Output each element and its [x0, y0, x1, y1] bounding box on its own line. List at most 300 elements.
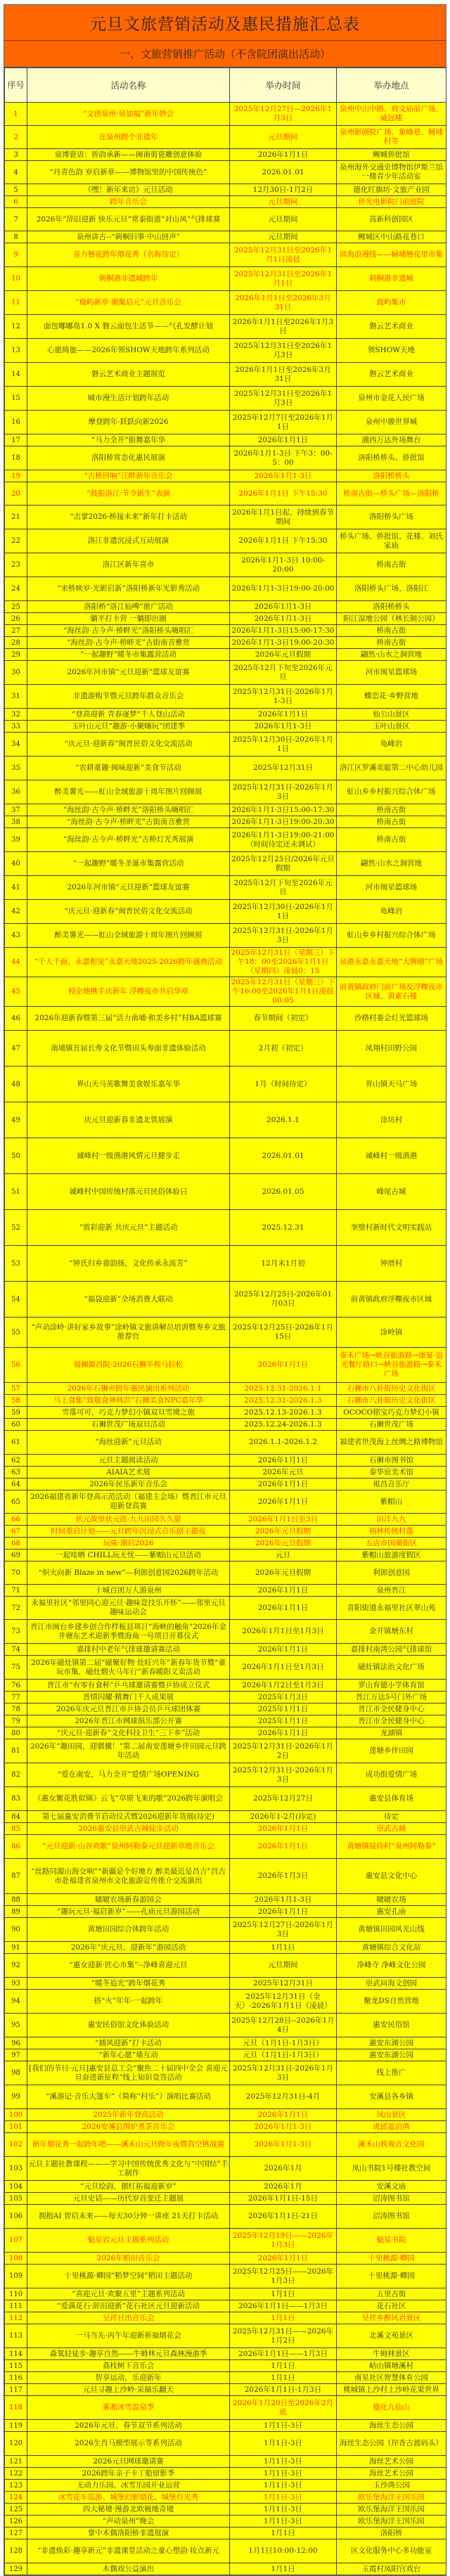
cell-seq[interactable]: 101: [5, 2121, 27, 2133]
cell-activity-name[interactable]: 诚峰村一级渔港风情元旦健步走: [27, 1138, 230, 1174]
cell-seq[interactable]: 75: [5, 1656, 27, 1680]
cell-activity-name[interactable]: 无动力乐园、冰雪乐园开业运营: [27, 2480, 230, 2492]
cell-time[interactable]: 2026年1月1日至2026年3月31日: [230, 363, 337, 387]
cell-time[interactable]: 2026.1.1: [230, 1102, 337, 1138]
cell-place[interactable]: 侨光电影院门前庭院: [337, 196, 446, 208]
cell-time[interactable]: 2026年1月1日-21日: [230, 2205, 337, 2229]
cell-activity-name[interactable]: 拥抱AI 智启未来——每天30分钟一讲座 21天打卡活动: [27, 2205, 230, 2229]
cell-place[interactable]: 前黄镇政府浮粿夜市区域: [337, 1282, 446, 1318]
cell-activity-name[interactable]: 黄塘田园综合体跨年活动: [27, 1918, 230, 1942]
cell-time[interactable]: 2026年1月1-3日: [230, 2121, 337, 2133]
cell-seq[interactable]: 5: [5, 184, 27, 196]
cell-place[interactable]: 泉州中山中路、府文庙前广场、威远楼: [337, 103, 446, 126]
cell-place[interactable]: 罗山育德小学体育馆: [337, 1680, 446, 1692]
cell-activity-name[interactable]: 在泉州跨个非遗年: [27, 126, 230, 149]
cell-place[interactable]: 成功街爱情广场: [337, 1763, 446, 1787]
cell-place[interactable]: 沼涛图书馆: [337, 2205, 446, 2229]
cell-seq[interactable]: 38: [5, 816, 27, 828]
cell-place[interactable]: 桥南古街: [337, 828, 446, 852]
cell-seq[interactable]: 117: [5, 2384, 27, 2396]
cell-activity-name[interactable]: “元旦绘韵，描红拓福迎新岁”: [27, 2181, 230, 2193]
cell-seq[interactable]: 99: [5, 2085, 27, 2109]
cell-activity-name[interactable]: “溪游记·音乐大篷车”（简称“村乐”）演唱比赛活动: [27, 2085, 230, 2109]
cell-activity-name[interactable]: “海丝韵·古今声·桥畔光”洛阳桥头嗨唱汇: [27, 625, 230, 637]
cell-activity-name[interactable]: 洛阳桥常态化惠民展演: [27, 446, 230, 470]
cell-activity-name[interactable]: “爱在南安，马力全开”爱情广场OPENING: [27, 1763, 230, 1787]
cell-time[interactable]: 2026年1月1-3日: [230, 2133, 337, 2157]
cell-time[interactable]: 1月1日-3日: [230, 2456, 337, 2468]
cell-time[interactable]: 2026年1月1日 下午15:30: [230, 529, 337, 553]
cell-seq[interactable]: 116: [5, 2372, 27, 2384]
cell-place[interactable]: 桥南古街: [337, 804, 446, 816]
cell-seq[interactable]: 23: [5, 553, 27, 577]
cell-activity-name[interactable]: 洛阳桥“洛江仙啤”推广活动: [27, 601, 230, 613]
cell-activity-name[interactable]: “海丝韵·古今声·桥畔光”古桥灯光秀展演: [27, 828, 230, 852]
cell-activity-name[interactable]: “丹青色韵 岁启新章——博物馆里的中国传统色”: [27, 161, 230, 184]
cell-activity-name[interactable]: 诚峰村中国传统村落元旦民俗体验日: [27, 1174, 230, 1210]
cell-place[interactable]: 鹿屿集市: [337, 291, 446, 315]
cell-activity-name[interactable]: 泉州讲古--“刺桐旧事·中山回声”: [27, 231, 230, 243]
cell-activity-name[interactable]: 状元故里状元郎·九九田园久久甜: [27, 1514, 230, 1526]
cell-seq[interactable]: 3: [5, 149, 27, 161]
cell-activity-name[interactable]: 魁星岩元旦主题系列活动: [27, 2229, 230, 2253]
cell-activity-name[interactable]: 2025年新年登高活动: [27, 2109, 230, 2121]
cell-time[interactable]: 2026年1月1-3日 下午3：00-5：00: [230, 446, 337, 470]
cell-seq[interactable]: 109: [5, 2265, 27, 2288]
cell-place[interactable]: 五店市国潮街区: [337, 1538, 446, 1550]
cell-place[interactable]: 十里桃源·卿园: [337, 2253, 446, 2265]
cell-activity-name[interactable]: 荔枝树下音乐会: [27, 2360, 230, 2372]
cell-activity-name[interactable]: 第七届惠安消费节启动仪式暨2026迎新年货展(待定): [27, 1811, 230, 1823]
cell-seq[interactable]: 35: [5, 756, 27, 780]
cell-activity-name[interactable]: “庆元旦·迎新春”闽晋民俗文化交流活动: [27, 733, 230, 756]
cell-activity-name[interactable]: “庆元旦·迎新春”闽晋民俗文化交流活动: [27, 900, 230, 924]
cell-activity-name[interactable]: 玉叶山元旦“趣游·小聚嗨玩”团建季: [27, 721, 230, 733]
cell-place[interactable]: 桥头广场、侨批馆、花楼、刘氏家庙: [337, 529, 446, 553]
cell-time[interactable]: 2025年1月1日: [230, 1715, 337, 1727]
cell-place[interactable]: 桥南古街: [337, 625, 446, 637]
cell-place[interactable]: 北溪文苑景区: [337, 2324, 446, 2348]
cell-seq[interactable]: 28: [5, 637, 27, 649]
cell-activity-name[interactable]: “声动泉州”晚会: [27, 2516, 230, 2527]
cell-activity-name[interactable]: 校企地携手庆新年 浮粿夜市共启华章: [27, 977, 230, 1007]
cell-time[interactable]: 2026年1月1-3日: [230, 613, 337, 625]
cell-activity-name[interactable]: “海丝韵·古今声·桥畔光”古街南音雅赏: [27, 816, 230, 828]
cell-time[interactable]: 2025年12月31日（星期三）下午18：00至2026年1月1日（星期四）凌晨0：15: [230, 948, 337, 977]
cell-place[interactable]: 鲤城侨批馆: [337, 149, 446, 161]
cell-time[interactable]: 2025.12.13-2026.1.3: [230, 1407, 337, 1419]
cell-seq[interactable]: 15: [5, 387, 27, 411]
cell-activity-name[interactable]: “登高迎新 青春逐梦”千人登山活动: [27, 709, 230, 721]
cell-activity-name[interactable]: 雪落可可，巧克力梦幻小镇双旦雪境之旅: [27, 1407, 230, 1419]
cell-activity-name[interactable]: 呈祥日出音乐会: [27, 2312, 230, 2324]
cell-place[interactable]: 晋江市全民健身中心: [337, 1715, 446, 1727]
cell-place[interactable]: 黄塘镇田园风光山线: [337, 1918, 446, 1942]
cell-seq[interactable]: 32: [5, 709, 27, 721]
cell-time[interactable]: 2026年1月1日至3日: [230, 1514, 337, 1526]
cell-time[interactable]: 2026年1月1日: [230, 2109, 337, 2121]
cell-seq[interactable]: 47: [5, 1031, 27, 1067]
cell-seq[interactable]: 2: [5, 126, 27, 149]
cell-time[interactable]: 1月1日: [230, 2312, 337, 2324]
cell-place[interactable]: 惠安东湖公园: [337, 2049, 446, 2061]
cell-seq[interactable]: 128: [5, 2539, 27, 2563]
cell-activity-name[interactable]: 洛江非遗沉浸式互动展演: [27, 529, 230, 553]
cell-seq[interactable]: 93: [5, 1978, 27, 1990]
cell-time[interactable]: 1月1日-3日: [230, 2468, 337, 2480]
cell-time[interactable]: 1月1日: [230, 2563, 337, 2575]
cell-time[interactable]: 12月末1月初: [230, 1246, 337, 1282]
cell-activity-name[interactable]: “丝路同源山海交响”“新疆是个好地方 醉美最近是昌吉”昌吉市赴福建省泉州市文化旅游宣传推介交流演出: [27, 1859, 230, 1894]
cell-activity-name[interactable]: 一起哇晒 CHILL玩无忧——紫帽山元旦活动: [27, 1550, 230, 1561]
cell-time[interactable]: 2025年1月3日: [230, 1692, 337, 1704]
cell-activity-name[interactable]: 时间重启计划——元旦跨年沉浸式音乐剧主题夜: [27, 1526, 230, 1538]
cell-time[interactable]: 2026年1月1日: [230, 1823, 337, 1835]
cell-seq[interactable]: 80: [5, 1727, 27, 1739]
cell-time[interactable]: 2026年1月1日: [230, 1644, 337, 1656]
cell-seq[interactable]: 121: [5, 2456, 27, 2468]
cell-seq[interactable]: 40: [5, 852, 27, 876]
cell-seq[interactable]: 10: [5, 267, 27, 291]
cell-seq[interactable]: 17: [5, 434, 27, 446]
cell-activity-name[interactable]: “非遗焕彩·趣享新元”非遗课堂活动之童心塑韵·妆点新元: [27, 2539, 230, 2563]
cell-place[interactable]: 凤山书院1号楼社教空间: [337, 2157, 446, 2181]
cell-place[interactable]: 牛姆林景区: [337, 2348, 446, 2360]
cell-seq[interactable]: 79: [5, 1715, 27, 1727]
cell-activity-name[interactable]: “海丝韵·古今声·桥畔光”古街南音雅赏: [27, 637, 230, 649]
cell-time[interactable]: 2026.1.1-2026.1.2: [230, 1431, 337, 1455]
cell-seq[interactable]: 124: [5, 2492, 27, 2504]
cell-time[interactable]: 1月1日-3日: [230, 2480, 337, 2492]
cell-time[interactable]: 元旦期间: [230, 126, 337, 149]
cell-place[interactable]: 桥南古街: [337, 637, 446, 649]
cell-place[interactable]: 泉州晋江: [337, 1585, 446, 1597]
cell-place[interactable]: 岵山镇塘溪村: [337, 2360, 446, 2372]
cell-activity-name[interactable]: 晋情闪耀·精舞门千人成果展: [27, 1692, 230, 1704]
cell-seq[interactable]: 24: [5, 577, 27, 601]
cell-place[interactable]: 金井镇塘东村: [337, 1620, 446, 1644]
cell-seq[interactable]: 108: [5, 2253, 27, 2265]
cell-place[interactable]: 玉沙湾公园: [337, 2480, 446, 2492]
cell-place[interactable]: 泰禾广场→峡谷旅游路→康宴·追光餐厅路口→峡谷旅游路→泰禾广场: [337, 1348, 446, 1383]
cell-place[interactable]: 桥南古街: [337, 816, 446, 828]
cell-seq[interactable]: 34: [5, 733, 27, 756]
cell-place[interactable]: 洛阳桥桥头: [337, 601, 446, 613]
cell-time[interactable]: 2026年1月1-3日: [230, 470, 337, 482]
cell-seq[interactable]: 39: [5, 828, 27, 852]
cell-seq[interactable]: 62: [5, 1455, 27, 1467]
cell-seq[interactable]: 127: [5, 2527, 27, 2539]
cell-place[interactable]: 洛江区罗溪奕聪第二中心幼儿园: [337, 756, 446, 780]
cell-place[interactable]: 海丝艺术公园: [337, 2468, 446, 2480]
cell-place[interactable]: OCOCO铭宝巧克力梦幻小镇: [337, 1407, 446, 1419]
cell-time[interactable]: 2026年1月1日: [230, 149, 337, 161]
cell-seq[interactable]: 6: [5, 196, 27, 208]
cell-activity-name[interactable]: 2026年石狮市跨年惠民演出系列活动: [27, 1383, 230, 1395]
cell-time[interactable]: 2026年1月1-3日19:00-20:00: [230, 577, 337, 601]
cell-place[interactable]: 洛阳桥头广场、洛阳江: [337, 577, 446, 601]
cell-activity-name[interactable]: 2026年稻田音乐会: [27, 2253, 230, 2265]
cell-place[interactable]: 利郎创意园: [337, 1561, 446, 1585]
cell-time[interactable]: 2026年1月1-3日15:00-17:30: [230, 804, 337, 816]
cell-place[interactable]: 前黄镇政府门前广场及浮粿夜市区域、黄素石楼: [337, 977, 446, 1007]
cell-seq[interactable]: 26: [5, 613, 27, 625]
cell-seq[interactable]: 13: [5, 339, 27, 363]
cell-seq[interactable]: 92: [5, 1954, 27, 1978]
cell-place[interactable]: 河市闽星篮球场: [337, 876, 446, 900]
cell-activity-name[interactable]: “惠女迎新·匠心市集”--净峰喜迎元旦: [27, 1954, 230, 1978]
cell-activity-name[interactable]: 非遗游购节暨元旦跨年群众音乐会: [27, 685, 230, 709]
cell-place[interactable]: 梧林传统村落: [337, 1526, 446, 1538]
cell-time[interactable]: 2026年1月1日: [230, 1835, 337, 1859]
cell-seq[interactable]: 78: [5, 1704, 27, 1715]
cell-seq[interactable]: 8: [5, 231, 27, 243]
cell-place[interactable]: 聚龙DS自然营地: [337, 1990, 446, 2014]
cell-activity-name[interactable]: 2026年磁灶镇第二届“磁聚好物 灶旺兴年”新春年货节暨“童玩市集，磁灶烟火马年行”新春暖阳义卖活动: [27, 1656, 230, 1680]
cell-place[interactable]: 崇武问海文创园: [337, 1978, 446, 1990]
cell-activity-name[interactable]: 2026年“辞旧迎新 快乐元旦”常泰街道“对山风”气排球赛: [27, 208, 230, 231]
cell-activity-name[interactable]: “剪彩迎新 共庆元旦”主题活动: [27, 1210, 230, 1246]
cell-seq[interactable]: 56: [5, 1348, 27, 1383]
cell-seq[interactable]: 89: [5, 1906, 27, 1918]
cell-seq[interactable]: 74: [5, 1644, 27, 1656]
cell-place[interactable]: 玉霞村凤阳宫戏台: [337, 2563, 446, 2575]
cell-activity-name[interactable]: “鼓振洛江·节令新生”表演: [27, 482, 230, 505]
cell-activity-name[interactable]: 石狮世茂广场双旦活动: [27, 1419, 230, 1431]
cell-time[interactable]: 2025.12.31-2026.1.3: [230, 1395, 337, 1407]
cell-time[interactable]: 2025年12月7日至2026年1月1日: [230, 411, 337, 434]
cell-seq[interactable]: 107: [5, 2229, 27, 2253]
cell-time[interactable]: 2025年12月25日——2026年1月3日: [230, 2265, 337, 2288]
cell-seq[interactable]: 86: [5, 1835, 27, 1859]
cell-activity-name[interactable]: “鹿屿新岁·潮集启元”元旦音乐会: [27, 291, 230, 315]
cell-seq[interactable]: 50: [5, 1138, 27, 1174]
cell-activity-name[interactable]: “捕风迎新”打卡活动: [27, 2037, 230, 2049]
cell-time[interactable]: 1月1日10:00-12:00: [230, 2539, 337, 2563]
cell-place[interactable]: 黄塘镇接待村“泉州阿勒泰”: [337, 1835, 446, 1859]
cell-place[interactable]: 黄塘镇综合文化站: [337, 1942, 446, 1954]
cell-place[interactable]: 蝶恋花·乡野营地: [337, 685, 446, 709]
cell-activity-name[interactable]: “趣玩元旦·福启新岁”——孔庙元旦游园活动: [27, 1906, 230, 1918]
cell-activity-name[interactable]: “击掌2026·桥接未来”新年打卡活动: [27, 505, 230, 529]
cell-activity-name[interactable]: 一马当先-丙午年迎新祈福烟花会: [27, 2324, 230, 2348]
cell-seq[interactable]: 42: [5, 900, 27, 924]
cell-seq[interactable]: 46: [5, 1007, 27, 1031]
cell-activity-name[interactable]: 2026年“趣田园，迎骐骥！”第二届南安莲塘乡伴田园元旦跨年活动: [27, 1739, 230, 1763]
cell-activity-name[interactable]: 2026年迎新春暨第三届“活力南埔·和美乡村”村BA篮球赛: [27, 1007, 230, 1031]
cell-activity-name[interactable]: “庆元旦·迎新春”文化科技卫生“三下乡”活动: [27, 1727, 230, 1739]
cell-place[interactable]: 晋江万达5号门外广场: [337, 1692, 446, 1704]
cell-seq[interactable]: 73: [5, 1620, 27, 1644]
cell-place[interactable]: 泉州中骏世界城: [337, 411, 446, 434]
cell-seq[interactable]: 44: [5, 948, 27, 977]
cell-place[interactable]: 泉港永嘉永嘉天地“大牌圈”广场: [337, 948, 446, 977]
cell-place[interactable]: 德化红旗坊·文旅产业园: [337, 184, 446, 196]
cell-seq[interactable]: 94: [5, 1990, 27, 2014]
cell-time[interactable]: 2026年1月1日至1月3日: [230, 1620, 337, 1644]
cell-activity-name[interactable]: 醉美薯光——虹山全域旅游十周年图片回顾展: [27, 924, 230, 948]
cell-place[interactable]: 洛阳桥桥头、侨批馆: [337, 446, 446, 470]
cell-place[interactable]: 阳江湿地公园（林长制公园）: [337, 613, 446, 625]
cell-time[interactable]: 2026年元旦假期: [230, 1526, 337, 1538]
cell-time[interactable]: 2025年12月19日——2026年1月3日: [230, 2229, 337, 2253]
cell-time[interactable]: 元旦: [230, 1550, 337, 1561]
cell-place[interactable]: 洛阳桥桥头: [337, 470, 446, 482]
cell-seq[interactable]: 126: [5, 2516, 27, 2527]
cell-time[interactable]: 2026年1月1日: [230, 434, 337, 446]
cell-time[interactable]: 2026年1月: [230, 2157, 337, 2181]
cell-seq[interactable]: 21: [5, 505, 27, 529]
cell-activity-name[interactable]: 十里桃源·卿园“稻梦空间”稻田主题活动: [27, 2265, 230, 2288]
cell-seq[interactable]: 64: [5, 1479, 27, 1490]
cell-activity-name[interactable]: “农耕童趣·闽味迎新”美食节活动: [27, 756, 230, 780]
cell-activity-name[interactable]: “马力全开”街舞嘉年华: [27, 434, 230, 446]
cell-time[interactable]: 2025年12月27日—2026年1月3日: [230, 103, 337, 126]
cell-place[interactable]: 海丝生态公园: [337, 2420, 446, 2432]
cell-seq[interactable]: 51: [5, 1174, 27, 1210]
cell-activity-name[interactable]: 元旦寻趣上沙岭·采摘乐翻天: [27, 2384, 230, 2396]
cell-activity-name[interactable]: “古桥回响”江畔新年音乐会: [27, 470, 230, 482]
cell-time[interactable]: 2025年12月27日: [230, 1787, 337, 1811]
cell-time[interactable]: 2026.01.05: [230, 1174, 337, 1210]
cell-time[interactable]: 2026年1月1日至2026年1月3日: [230, 315, 337, 339]
cell-place[interactable]: 涂坑村: [337, 1102, 446, 1138]
cell-time[interactable]: 2026年1月1-3日: [230, 601, 337, 613]
cell-place[interactable]: 浦西万达外场舞台: [337, 434, 446, 446]
cell-time[interactable]: 1月1日: [230, 1942, 337, 1954]
cell-place[interactable]: 紫帽山: [337, 1490, 446, 1514]
cell-place[interactable]: 安溪县各乡镇: [337, 2085, 446, 2109]
cell-activity-name[interactable]: 2026年元旦、春节双节系列活动: [27, 2420, 230, 2432]
cell-seq[interactable]: 67: [5, 1526, 27, 1538]
cell-time[interactable]: 元旦期间: [230, 231, 337, 243]
cell-activity-name[interactable]: 晋江市闽台乡建乡创合作样板县项目“海峡的触角”2026年金井塘东艺术迎新季暨海角一号项目开幕仪式: [27, 1620, 230, 1644]
cell-time[interactable]: 2026年1月1日-1月3日: [230, 2384, 337, 2396]
cell-time[interactable]: 2025年12月31日至2026年1月1日: [230, 267, 337, 291]
cell-place[interactable]: 晋江市全民健身中心: [337, 1704, 446, 1715]
cell-time[interactable]: 2025年12月31日-2026年1月3日: [230, 924, 337, 948]
cell-time[interactable]: 2026年1月1-3日19:00-20:30: [230, 816, 337, 828]
cell-seq[interactable]: 106: [5, 2205, 27, 2229]
cell-time[interactable]: 元旦（1月1日-1月3日）: [230, 2037, 337, 2049]
cell-time[interactable]: 2025.12.31: [230, 1210, 337, 1246]
cell-time[interactable]: 1月1日-3日: [230, 2492, 337, 2504]
cell-time[interactable]: 2025年12月31日-2026年1月3日: [230, 1763, 337, 1787]
cell-place[interactable]: 青阳街道永福里社区翠山苑: [337, 1597, 446, 1620]
cell-seq[interactable]: 30: [5, 661, 27, 685]
cell-activity-name[interactable]: 庆元旦迎新春非遗北管展演: [27, 1102, 230, 1138]
cell-seq[interactable]: 105: [5, 2193, 27, 2205]
cell-activity-name[interactable]: 十城百团万人游泉州: [27, 1585, 230, 1597]
cell-activity-name[interactable]: 《惠女繁花胜似锦》云飞“草原飞来的歌”2026跨年演唱会: [27, 1787, 230, 1811]
cell-place[interactable]: 五里古街: [337, 2288, 446, 2300]
cell-place[interactable]: 桃城镇上沙村上沙岭花果世界: [337, 2384, 446, 2396]
cell-place[interactable]: 德化九仙山: [337, 2396, 446, 2420]
cell-seq[interactable]: 114: [5, 2348, 27, 2360]
cell-activity-name[interactable]: “喜迎元旦·欢聚五里”主题系列活动: [27, 2288, 230, 2300]
cell-place[interactable]: 仙公山景区: [337, 709, 446, 721]
cell-time[interactable]: 2026年1月1日: [230, 1727, 337, 1739]
cell-time[interactable]: 1月1日: [230, 2527, 337, 2539]
cell-place[interactable]: 洛阳桥: [337, 2527, 446, 2539]
cell-place[interactable]: 泉州市金花人民广场: [337, 387, 446, 411]
cell-seq[interactable]: 52: [5, 1210, 27, 1246]
cell-place[interactable]: 沼涛图书馆: [337, 2193, 446, 2205]
cell-time[interactable]: 2025年12月下旬至2026年元旦: [230, 876, 337, 900]
cell-place[interactable]: 磐云艺术商业: [337, 363, 446, 387]
cell-seq[interactable]: 60: [5, 1419, 27, 1431]
cell-time[interactable]: 2025年12月25日-2026年01月03日: [230, 1282, 337, 1318]
cell-activity-name[interactable]: 永福里社区“邻里同心迎元旦·趣味竞技乐开怀”——邻里元旦趣味运动会: [27, 1597, 230, 1620]
cell-activity-name[interactable]: “海丝迎新”元旦活动: [27, 1431, 230, 1455]
cell-activity-name[interactable]: “一起趣野”暖冬圣诞市集露营活动: [27, 852, 230, 876]
cell-place[interactable]: 奎璧村新时代文明实践站: [337, 1210, 446, 1246]
cell-time[interactable]: 2026年1月1日: [230, 1597, 337, 1620]
cell-time[interactable]: 2月初（初定）: [230, 1031, 337, 1067]
cell-activity-name[interactable]: 2026惠安县崇武古城徒步活动: [27, 1823, 230, 1835]
cell-place[interactable]: 钟厝村: [337, 1246, 446, 1282]
cell-seq[interactable]: 7: [5, 208, 27, 231]
cell-activity-name[interactable]: 醉美薯光——虹山全域旅游十周年图片回顾展: [27, 780, 230, 804]
cell-place[interactable]: 净峰寺 净峰文化公园: [337, 1954, 446, 1978]
cell-time[interactable]: 2026.01.01: [230, 1138, 337, 1174]
cell-place[interactable]: 田洋九九: [337, 1514, 446, 1526]
cell-activity-name[interactable]: 城市漫生活计划跨年活动: [27, 387, 230, 411]
cell-time[interactable]: 2026年1月1日-15日: [230, 2193, 337, 2205]
cell-activity-name[interactable]: “文创泉州·泉加福”新年妙会: [27, 103, 230, 126]
cell-place[interactable]: 虎邱蓝泊湾: [337, 2121, 446, 2133]
cell-activity-name[interactable]: 泉博瓷语：侨韵承新——闽南剪瓷雕创意体验: [27, 149, 230, 161]
cell-activity-name[interactable]: 冰雪花车巡游、城堡幻影烟花、城堡灯光秀: [27, 2492, 230, 2504]
cell-place[interactable]: 花石社区: [337, 2300, 446, 2312]
cell-place[interactable]: 涂岭镇: [337, 1318, 446, 1348]
cell-time[interactable]: 2025年12月31日至2026年1月1日凌晨: [230, 243, 337, 267]
cell-seq[interactable]: 113: [5, 2324, 27, 2348]
cell-time[interactable]: 2026年1月1日 下午15:30: [230, 482, 337, 505]
cell-time[interactable]: 元旦期间: [230, 196, 337, 208]
cell-place[interactable]: 欧乐堡海洋王国乐园: [337, 2492, 446, 2504]
cell-seq[interactable]: 110: [5, 2288, 27, 2300]
cell-seq[interactable]: 49: [5, 1102, 27, 1138]
cell-place[interactable]: 惠安民俗馆: [337, 2014, 446, 2037]
cell-seq[interactable]: 71: [5, 1585, 27, 1597]
cell-time[interactable]: 1月1日: [230, 2360, 337, 2372]
cell-time[interactable]: 1月1日-3日: [230, 2516, 337, 2527]
cell-place[interactable]: 崇武古城: [337, 1823, 446, 1835]
cell-seq[interactable]: 81: [5, 1739, 27, 1763]
cell-activity-name[interactable]: 四大秘境·漫游北欧极地奇境: [27, 2504, 230, 2516]
cell-seq[interactable]: 88: [5, 1894, 27, 1906]
cell-time[interactable]: 2026年1月3日: [230, 1859, 337, 1894]
cell-activity-name[interactable]: 2026生肖马模型展示等系列活动: [27, 2432, 230, 2456]
cell-time[interactable]: 2025年12月31日-2026年1月3日: [230, 2061, 337, 2085]
cell-time[interactable]: 2026年1月1日: [230, 1455, 337, 1467]
cell-place[interactable]: 紫帽山旅游度假区: [337, 1550, 446, 1561]
cell-place[interactable]: 嘉排村南湾公园气排球馆: [337, 1644, 446, 1656]
cell-place[interactable]: 海丝艺术公园: [337, 2456, 446, 2468]
cell-place[interactable]: 龙湖镇: [337, 1727, 446, 1739]
cell-place[interactable]: 溪禾山铁观音文化园: [337, 2133, 446, 2157]
cell-place[interactable]: 虹山乡乡村振兴综合体广场: [337, 780, 446, 804]
cell-activity-name[interactable]: “宋桥映岁·光影启新”洛阳桥新年光影秀活动: [27, 577, 230, 601]
cell-activity-name[interactable]: 2026年“庆元旦、迎新年”游园活动: [27, 1942, 230, 1954]
cell-activity-name[interactable]: “海丝韵·古今声·桥畔光”洛阳桥头嗨唱汇: [27, 804, 230, 816]
cell-place[interactable]: 欧乐堡海洋王国乐园: [337, 2516, 446, 2527]
cell-activity-name[interactable]: 2026福建省新年登高示范活动（福建主会场）暨晋江市元旦迎新登高赛: [27, 1490, 230, 1514]
cell-time[interactable]: 2025年12月31日至2026年1月3日: [230, 387, 337, 411]
cell-time[interactable]: 2026年1-2月(待定): [230, 1811, 337, 1823]
cell-time[interactable]: 2025年12月27日-2026年1月3日: [230, 1918, 337, 1942]
